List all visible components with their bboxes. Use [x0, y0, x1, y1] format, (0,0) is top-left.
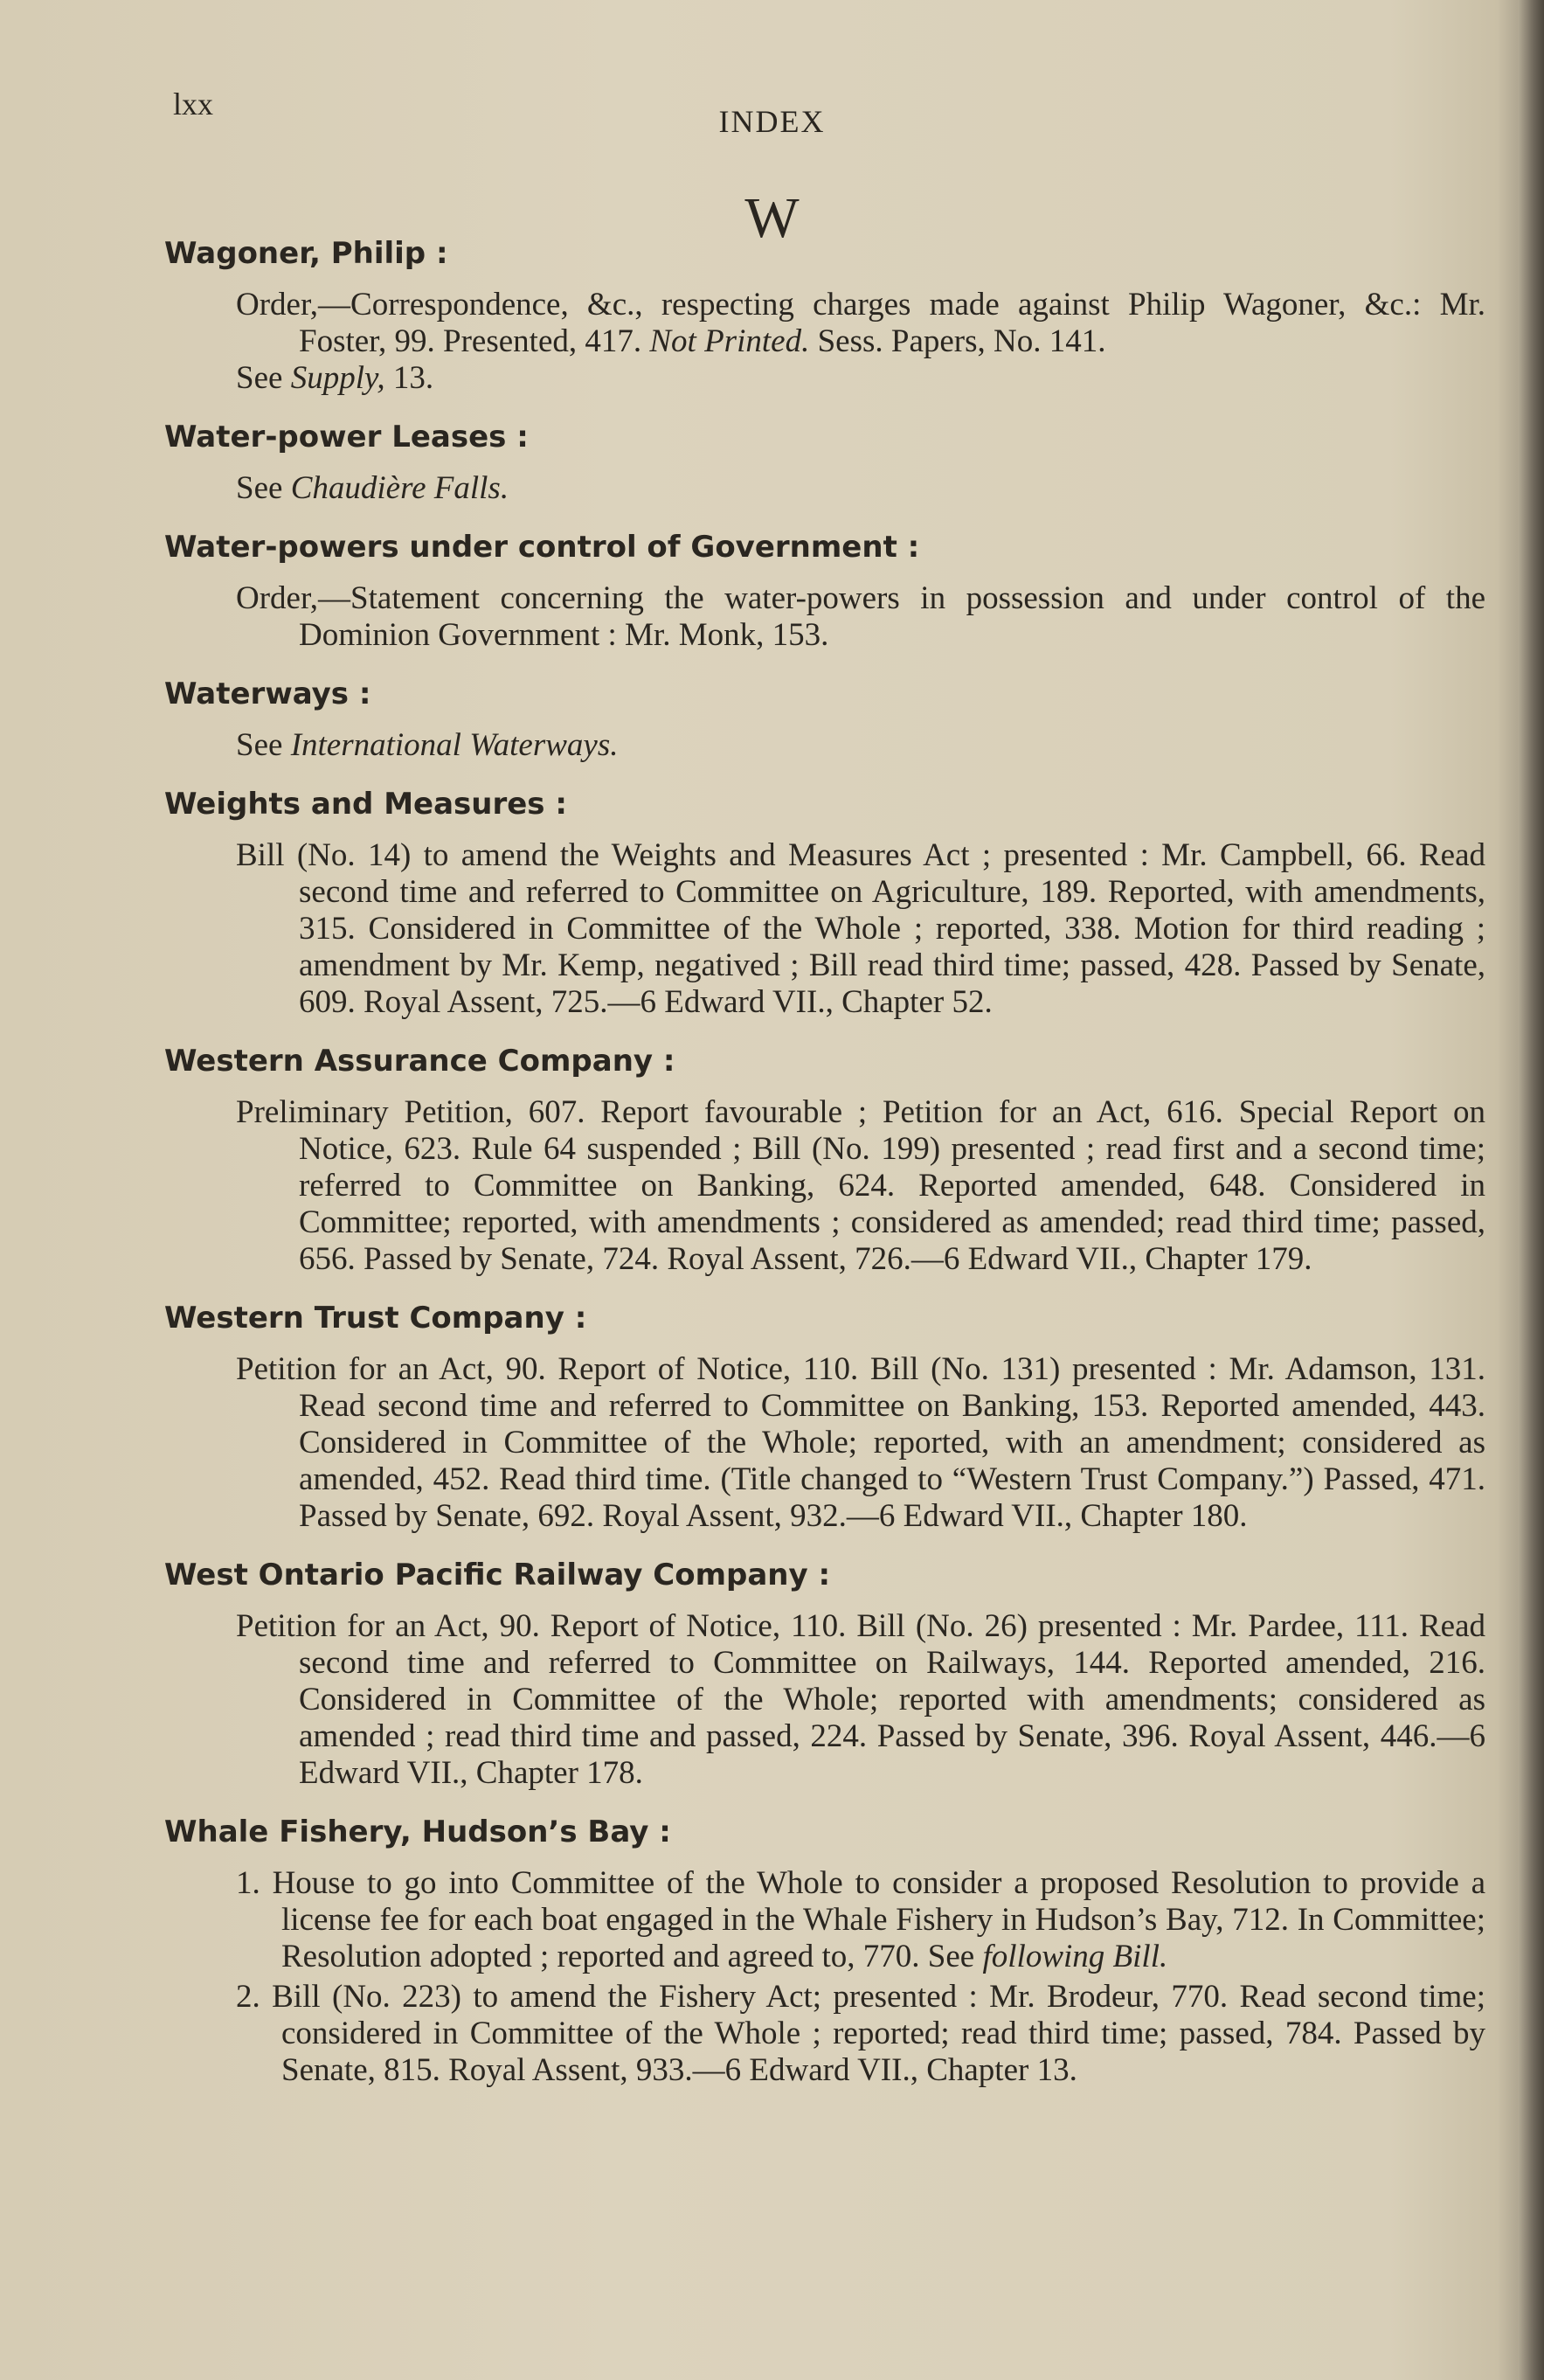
- see-reference: See International Waterways.: [236, 727, 619, 763]
- book-spine-shadow: [1518, 0, 1544, 2380]
- index-entries: [140, 236, 1485, 2112]
- index-entry: [140, 1301, 1485, 1535]
- entry-heading: Western Trust Company :: [164, 1301, 587, 1336]
- entry-text: Petition for an Act, 90. Report of Notice, 110. Bill (No. 26) presented : Mr. Pardee, 111. Read second time and referred to Committee on Railways, 144. Reported amended, 216. Considered in Committee of the Whole; reported with amendments; considered as amended ; read third time and passed, 224. Passed by Senate, 396. Royal Assent, 446.—6 Edward VII., Chapter 178.: [236, 1608, 1485, 1791]
- entry-heading: Wagoner, Philip :: [164, 236, 448, 271]
- numbered-item: 1. House to go into Committee of the Whole to consider a proposed Resolution to provide a license fee for each boat engaged in the Whale Fishery in Hudson’s Bay, 712. In Committee; Resolution adopted ; reported and agreed to, 770. See following Bill.: [236, 1865, 1485, 1974]
- index-entry: [140, 1814, 1485, 2089]
- entry-text: Order,—Correspondence, &c., respecting charges made against Philip Wagoner, &c.: Mr. Foster, 99. Presented, 417. Not Printed. Sess. Papers, No. 141.: [236, 287, 1485, 359]
- index-entry: [140, 236, 1485, 397]
- numbered-item: 2. Bill (No. 223) to amend the Fishery Act; presented : Mr. Brodeur, 770. Read second time; considered in Committee of the Whole ; reported; read third time; passed, 784. Passed by Senate, 815. Royal Assent, 933.—6 Edward VII., Chapter 13.: [236, 1979, 1485, 2088]
- index-entry: [140, 1558, 1485, 1792]
- see-reference: See Supply, 13.: [236, 360, 434, 396]
- index-entry: [140, 677, 1485, 764]
- entry-heading: West Ontario Pacific Railway Company :: [164, 1558, 831, 1592]
- entry-heading: Whale Fishery, Hudson’s Bay :: [164, 1814, 671, 1849]
- index-entry: [140, 420, 1485, 507]
- index-entry: [140, 1044, 1485, 1278]
- index-entry: [140, 787, 1485, 1021]
- entry-heading: Western Assurance Company :: [164, 1044, 675, 1079]
- entry-heading: Water-power Leases :: [164, 420, 529, 454]
- entry-text: Bill (No. 14) to amend the Weights and Measures Act ; presented : Mr. Campbell, 66. Read second time and referred to Committee on Agriculture, 189. Reported, with amendments, 315. Considered in Committee of the Whole ; reported, 338. Motion for third reading ; amendment by Mr. Kemp, negatived ; Bill read third time; passed, 428. Passed by Senate, 609. Royal Assent, 725.—6 Edward VII., Chapter 52.: [236, 837, 1485, 1020]
- entry-text: Preliminary Petition, 607. Report favourable ; Petition for an Act, 616. Special Report on Notice, 623. Rule 64 suspended ; Bill (No. 199) presented ; read first and a second time; referred to Committee on Banking, 624. Reported amended, 648. Considered in Committee; reported, with amendments ; considered as amended; read third time; passed, 656. Passed by Senate, 724. Royal Assent, 726.—6 Edward VII., Chapter 179.: [236, 1094, 1485, 1277]
- entry-text: Order,—Statement concerning the water-powers in possession and under control of the Dominion Government : Mr. Monk, 153.: [236, 580, 1485, 653]
- entry-text: Petition for an Act, 90. Report of Notice, 110. Bill (No. 131) presented : Mr. Adamson, 131. Read second time and referred to Committee on Banking, 153. Reported amended, 443. Considered in Committee of the Whole; reported, with an amendment; considered as amended, 452. Read third time. (Title changed to “Western Trust Company.”) Passed, 471. Passed by Senate, 692. Royal Assent, 932.—6 Edward VII., Chapter 180.: [236, 1351, 1485, 1534]
- see-reference: See Chaudière Falls.: [236, 470, 509, 506]
- running-head: INDEX: [718, 104, 826, 139]
- section-letter: W: [744, 186, 800, 250]
- index-entry: [140, 530, 1485, 654]
- entry-heading: Water-powers under control of Government :: [164, 530, 920, 565]
- entry-heading: Waterways :: [164, 677, 371, 711]
- page-number: lxx: [173, 87, 214, 121]
- entry-heading: Weights and Measures :: [164, 787, 567, 822]
